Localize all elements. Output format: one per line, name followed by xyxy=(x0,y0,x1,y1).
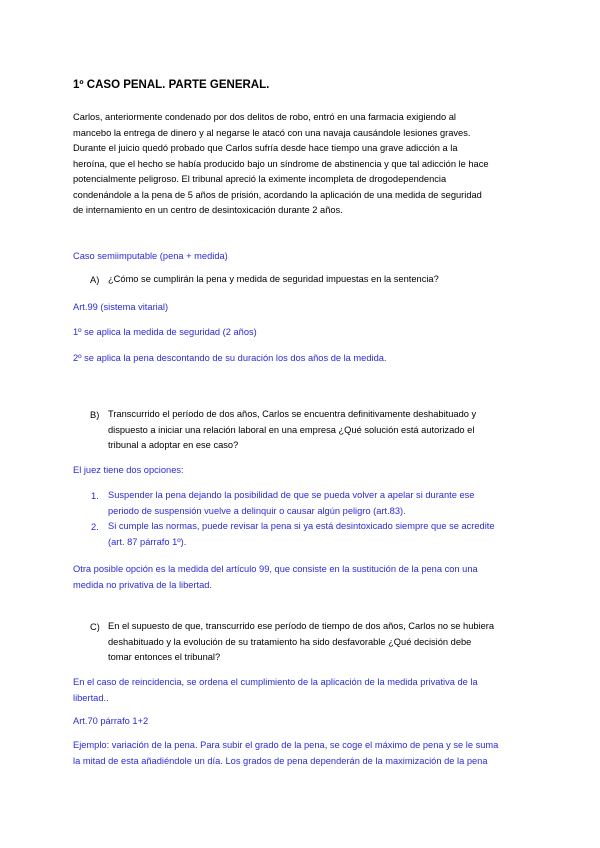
answer-b-intro: El juez tiene dos opciones: xyxy=(73,465,184,475)
answer-a-line: 2º se aplica la pena descontando de su duración los dos años de la medida. xyxy=(73,353,387,363)
intro-paragraph xyxy=(73,110,528,219)
list-item-line: (art. 87 párrafo 1º). xyxy=(108,536,187,547)
caso-label: Caso semiimputable (pena + medida) xyxy=(73,251,228,261)
question-a-text: ¿Cómo se cumplirán la pena y medida de seguridad impuestas en la sentencia? xyxy=(108,274,439,284)
answer-b-other xyxy=(73,562,528,593)
question-c-text xyxy=(108,619,494,666)
question-c-line: deshabituado y la evolución de su tratamiento ha sido desfavorable ¿Qué decisión debe xyxy=(108,636,472,647)
question-c-line: tomar entonces el tribunal? xyxy=(108,652,221,662)
intro-line: heroína, que el hecho se había producido bajo un síndrome de abstinencia y que tal adicción le hace xyxy=(73,158,489,169)
list-item-line: Si cumple las normas, puede revisar la pena si ya está desintoxicado siempre que se acredite xyxy=(108,521,495,531)
answer-c-paragraph xyxy=(73,675,528,706)
question-b-line: dispuesto a iniciar una relación laboral en una empresa ¿Qué solución está autorizado el xyxy=(108,424,475,435)
answer-a-line: Art.99 (sistema vitarial) xyxy=(73,302,169,312)
intro-line: potencialmente peligroso. El tribunal apreció la eximente incompleta de drogodependencia xyxy=(73,174,447,184)
question-b-text xyxy=(108,407,476,454)
question-c-line: En el supuesto de que, transcurrido ese período de tiempo de dos años, Carlos no se hubiera xyxy=(108,621,495,631)
question-c-label: C) xyxy=(90,622,100,632)
question-b-line: tribunal a adoptar en ese caso? xyxy=(108,440,239,450)
answer-a-line: 1º se aplica la medida de seguridad (2 años) xyxy=(73,327,257,337)
answer-c-line: libertad.. xyxy=(73,692,109,703)
answer-c-line: En el caso de reincidencia, se ordena el cumplimiento de la aplicación de la medida privativa de la xyxy=(73,677,478,687)
question-a-label: A) xyxy=(90,275,100,285)
example-line: Ejemplo: variación de la pena. Para subir el grado de la pena, se coge el máximo de pena y se le suma xyxy=(73,740,499,750)
intro-line: condenándole a la pena de 5 años de prisión, acordando la aplicación de una medida de seguridad xyxy=(73,189,482,200)
intro-line: Durante el juicio quedó probado que Carlos sufría desde hace tiempo una grave adicción a la xyxy=(73,143,458,153)
question-b-label: B) xyxy=(90,410,100,420)
page-title: 1º CASO PENAL. PARTE GENERAL. xyxy=(73,79,270,91)
list-item-number: 1. xyxy=(91,491,99,501)
list-item-line: Suspender la pena dejando la posibilidad de que se pueda volver a apelar si durante ese xyxy=(108,490,475,500)
list-item-number: 2. xyxy=(91,522,99,532)
example-line: la mitad de esta añadiéndole un día. Los grados de pena dependerán de la maximización de la pena xyxy=(73,755,488,766)
example-paragraph xyxy=(73,738,528,769)
answer-b-other-line: Otra posible opción es la medida del artículo 99, que consiste en la sustitución de la pena con una xyxy=(73,564,478,574)
list-item-line: periodo de suspensión vuelve a delinquir o causar algún peligro (art.83). xyxy=(108,505,406,516)
intro-line: de internamiento en un centro de desintoxicación durante 2 años. xyxy=(73,205,343,215)
intro-line: Carlos, anteriormente condenado por dos delitos de robo, entró en una farmacia exigiendo al xyxy=(73,112,456,122)
list-item xyxy=(108,519,495,550)
answer-c-article: Art.70 párrafo 1+2 xyxy=(73,716,149,726)
answer-b-other-line: medida no privativa de la libertad. xyxy=(73,579,213,590)
question-b-line: Transcurrido el período de dos años, Carlos se encuentra definitivamente deshabituado y xyxy=(108,409,477,419)
intro-line: mancebo la entrega de dinero y al negarse le atacó con una navaja causándole lesiones graves. xyxy=(73,127,471,138)
list-item xyxy=(108,488,474,519)
